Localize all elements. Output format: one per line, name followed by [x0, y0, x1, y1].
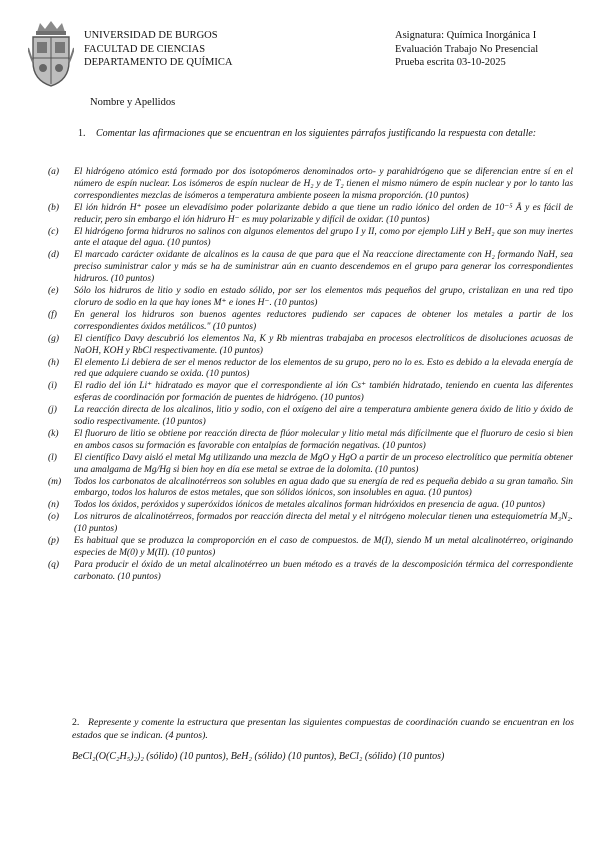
- list-item: [48, 405, 573, 429]
- statement-list: [48, 167, 573, 584]
- list-item: [48, 227, 573, 251]
- list-item: [48, 203, 573, 227]
- item-label: (b): [48, 202, 60, 213]
- question-2-text: Represente y comente la estructura que presentan las siguientes compuestas de coordinación cuando se encuentran en los estados que se indican. (4 puntos).: [72, 717, 574, 741]
- list-item: [48, 500, 573, 512]
- list-item: [48, 358, 573, 382]
- list-item: [48, 250, 573, 286]
- item-label: (f): [48, 309, 57, 320]
- item-label: (i): [48, 381, 57, 392]
- item-label: (p): [48, 536, 60, 547]
- name-label: Nombre y Apellidos: [90, 97, 176, 108]
- item-text: En general los hidruros son buenos agentes reductores pudiendo ser capaces de obtener los metales a partir de los correspondientes óxidos metálicos." (10 puntos): [74, 309, 573, 332]
- exam-date-line: Prueba escrita 03-10-2025: [395, 57, 506, 68]
- list-item: [48, 560, 573, 584]
- list-item: [48, 512, 573, 536]
- list-item: [48, 477, 573, 501]
- item-text: El científico Davy descubrió los elementos Na, K y Rb mientras trabajaba en procesos electrolíticos de disoluciones acuosas de NaOH, KOH y RbCl respectivamente. (10 puntos): [74, 333, 573, 356]
- subject-line: Asignatura: Química Inorgánica I: [395, 30, 537, 41]
- item-text: El radio del ión Li⁺ hidratado es mayor que el correspondiente al ión Cs⁺ también hidratado, teniendo en cuenta las diferentes esferas de coordinación por formación de puentes de hidrógeno. (10 puntos): [74, 381, 573, 404]
- item-text: Es habitual que se produzca la comproporción en el caso de compuestos. de M(I), siendo M un metal alcalinotérreo, originando especies de M(0) y M(II). (10 puntos): [74, 536, 573, 558]
- item-label: (c): [48, 226, 59, 237]
- item-text: El ión hidrón H⁺ posee un elevadísimo poder polarizante debido a que tiene un radio iónico del orden de 10⁻⁵ Å y es fácil de reducir, pero sin embargo el ión hidruro H⁻ es muy polarizable y difícil de oxidar. (10 puntos): [74, 202, 573, 225]
- list-item: [48, 310, 573, 334]
- item-text: Todos los carbonatos de alcalinotérreos son solubles en agua dado que su energía de red es pequeña debido a su gran tamaño. Sin embargo, todos los haluros de estos metales, que son sólidos iónicos, son insolubles en agua. (10 puntos): [74, 476, 573, 499]
- question-1: [78, 128, 573, 141]
- item-text: El fluoruro de litio se obtiene por reacción directa de flúor molecular y litio metal más difícilmente que el fluoruro de cesio si bien en ambos casos su formación es favorable con entalpías de formación negativas. (10 puntos): [74, 428, 573, 451]
- item-text: El elemento Li debiera de ser el menos reductor de los elementos de su grupo, pero no lo es. Esto es debido a la elevada energía de red que adquiere cuando se oxida. (10 puntos): [74, 357, 573, 380]
- list-item: [48, 381, 573, 405]
- list-item: [48, 429, 573, 453]
- department-name: DEPARTAMENTO DE QUÍMICA: [84, 57, 233, 68]
- list-item: [48, 286, 573, 310]
- item-label: (e): [48, 286, 59, 297]
- item-text: Para producir el óxido de un metal alcalinotérreo un buen método es a través de la descomposición térmica del correspondiente carbonato. (10 puntos): [74, 559, 573, 582]
- item-label: (l): [48, 452, 57, 463]
- item-label: (a): [48, 167, 60, 177]
- university-crest-icon: [28, 18, 74, 88]
- faculty-name: FACULTAD DE CIENCIAS: [84, 43, 206, 55]
- institution-block: [84, 29, 232, 70]
- item-text: El hidrógeno atómico está formado por dos isotopómeros denominados orto- y parahidrógeno que se diferencian entre sí en el número de espín nuclear. Los isómeros de espín nuclear de H₂ y de T₂ tienen el mismo número de espín nuclear y por lo tanto las correspondientes mezclas de isómeros a temperatura ambiente poseen la misma proporción. (10 puntos): [74, 167, 573, 201]
- list-item: [48, 167, 573, 203]
- exam-info-block: [395, 29, 538, 70]
- item-text: Sólo los hidruros de litio y sodio en estado sólido, por ser los elementos más pequeños del grupo, cristalizan en una red tipo cloruro de sodio en la que hay iones M⁺ e iones H⁻. (10 puntos): [74, 286, 573, 308]
- item-label: (n): [48, 500, 60, 511]
- item-label: (h): [48, 357, 60, 368]
- item-text: Los nitruros de alcalinotérreos, formados por reacción directa del metal y el nitrógeno molecular tienen una estequiometría M₃N₂. (10 puntos): [74, 512, 573, 535]
- item-label: (j): [48, 405, 57, 416]
- item-text: El marcado carácter oxidante de alcalinos es la causa de que para que el Na reaccione directamente con H₂ formando NaH, sea preciso suministrar calor y más se ha de suministrar aún en cuanto descendemos en el grupo para generar los correspondientes hidruros. (10 puntos): [74, 250, 573, 285]
- list-item: [48, 334, 573, 358]
- item-text: La reacción directa de los alcalinos, litio y sodio, con el oxígeno del aire a temperatura ambiente genera óxido de litio y óxido de sodio respectivamente. (10 puntos): [74, 405, 573, 428]
- item-label: (g): [48, 333, 60, 344]
- question-2: [72, 717, 574, 742]
- university-name: UNIVERSIDAD DE BURGOS: [84, 30, 218, 41]
- item-label: (d): [48, 250, 60, 261]
- evaluation-line: Evaluación Trabajo No Presencial: [395, 43, 539, 55]
- list-item: [48, 453, 573, 477]
- question-1-number: 1.: [78, 128, 86, 139]
- item-label: (o): [48, 512, 60, 523]
- question-2-number: 2.: [72, 717, 80, 728]
- item-text: Todos los óxidos, peróxidos y superóxidos iónicos de metales alcalinos forman hidróxidos en presencia de agua. (10 puntos): [74, 500, 545, 511]
- item-label: (k): [48, 428, 59, 439]
- question-2-compounds: BeCl₂(O(C₂H₅)₂)₂ (sólido) (10 puntos), BeH₂ (sólido) (10 puntos), BeCl₂ (sólido) (10 puntos): [72, 751, 445, 762]
- item-label: (m): [48, 476, 62, 487]
- question-1-text: Comentar las afirmaciones que se encuentran en los siguientes párrafos justificando la respuesta con detalle:: [96, 128, 537, 139]
- item-text: El hidrógeno forma hidruros no salinos con algunos elementos del grupo I y II, como por ejemplo LiH y BeH₂ que son muy inertes ante el ataque del agua. (10 puntos): [74, 226, 573, 249]
- item-label: (q): [48, 559, 60, 570]
- list-item: [48, 536, 573, 560]
- item-text: El científico Davy aisló el metal Mg utilizando una mezcla de MgO y HgO a partir de un proceso electrolítico que permitía obtener una amalgama de Mg/Hg si bien hoy en día ese metal se extrae de la dolomita. (10 puntos): [74, 452, 573, 475]
